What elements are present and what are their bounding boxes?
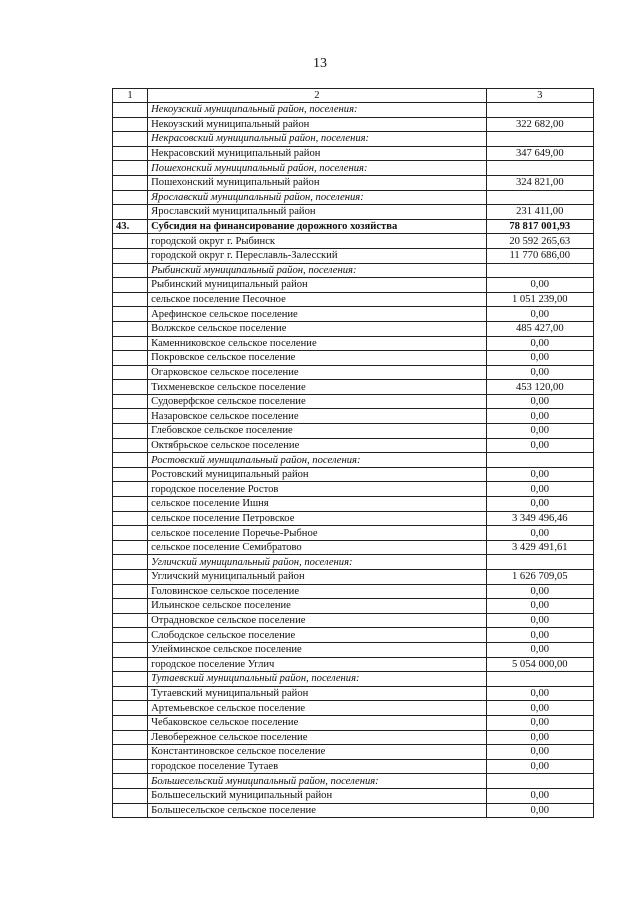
row-number-cell bbox=[113, 278, 148, 293]
row-amount-cell: 0,00 bbox=[486, 599, 593, 614]
row-amount-cell: 0,00 bbox=[486, 803, 593, 818]
table-row bbox=[113, 234, 594, 249]
row-number-cell bbox=[113, 774, 148, 789]
row-name-cell: Арефинское сельское поселение bbox=[148, 307, 486, 322]
row-amount-cell: 20 592 265,63 bbox=[486, 234, 593, 249]
row-number-cell bbox=[113, 307, 148, 322]
row-name-cell: городское поселение Ростов bbox=[148, 482, 486, 497]
table-row bbox=[113, 307, 594, 322]
row-name-cell: сельское поселение Петровское bbox=[148, 511, 486, 526]
row-amount-cell: 0,00 bbox=[486, 351, 593, 366]
row-amount-cell: 0,00 bbox=[486, 438, 593, 453]
row-number-cell bbox=[113, 686, 148, 701]
row-name-cell: Субсидия на финансирование дорожного хозяйства bbox=[148, 219, 486, 234]
row-number-cell bbox=[113, 759, 148, 774]
row-name-cell: Ярославский муниципальный район, поселения: bbox=[148, 190, 486, 205]
section-header-row bbox=[113, 190, 594, 205]
row-name-cell: Большесельский муниципальный район bbox=[148, 788, 486, 803]
row-name-cell: Огарковское сельское поселение bbox=[148, 365, 486, 380]
row-name-cell: Рыбинский муниципальный район, поселения: bbox=[148, 263, 486, 278]
row-name-cell: Головинское сельское поселение bbox=[148, 584, 486, 599]
row-number-cell bbox=[113, 365, 148, 380]
row-number-cell bbox=[113, 175, 148, 190]
table-row bbox=[113, 570, 594, 585]
table-row bbox=[113, 584, 594, 599]
row-name-cell: Некрасовский муниципальный район, поселения: bbox=[148, 132, 486, 147]
row-name-cell: Угличский муниципальный район, поселения: bbox=[148, 555, 486, 570]
section-header-row bbox=[113, 161, 594, 176]
table-row bbox=[113, 394, 594, 409]
row-number-cell bbox=[113, 613, 148, 628]
table-row bbox=[113, 642, 594, 657]
row-number-cell bbox=[113, 292, 148, 307]
row-name-cell: Каменниковское сельское поселение bbox=[148, 336, 486, 351]
row-name-cell: Некоузский муниципальный район, поселения: bbox=[148, 103, 486, 118]
row-amount-cell bbox=[486, 453, 593, 468]
row-amount-cell: 0,00 bbox=[486, 745, 593, 760]
row-amount-cell: 0,00 bbox=[486, 584, 593, 599]
row-amount-cell: 0,00 bbox=[486, 759, 593, 774]
subsidy-total-row bbox=[113, 219, 594, 234]
row-name-cell: Покровское сельское поселение bbox=[148, 351, 486, 366]
row-amount-cell: 0,00 bbox=[486, 394, 593, 409]
row-name-cell: Некоузский муниципальный район bbox=[148, 117, 486, 132]
row-amount-cell: 5 054 000,00 bbox=[486, 657, 593, 672]
row-number-cell bbox=[113, 248, 148, 263]
row-amount-cell: 0,00 bbox=[486, 497, 593, 512]
row-name-cell: городское поселение Тутаев bbox=[148, 759, 486, 774]
row-amount-cell: 322 682,00 bbox=[486, 117, 593, 132]
row-amount-cell: 231 411,00 bbox=[486, 205, 593, 220]
row-number-cell bbox=[113, 511, 148, 526]
row-number-cell bbox=[113, 205, 148, 220]
table-row bbox=[113, 321, 594, 336]
row-number-cell bbox=[113, 132, 148, 147]
row-number-cell bbox=[113, 380, 148, 395]
row-number-cell bbox=[113, 336, 148, 351]
table-row bbox=[113, 292, 594, 307]
row-name-cell: Пошехонский муниципальный район, поселения: bbox=[148, 161, 486, 176]
row-amount-cell bbox=[486, 161, 593, 176]
row-amount-cell: 1 051 239,00 bbox=[486, 292, 593, 307]
row-amount-cell bbox=[486, 774, 593, 789]
table-row bbox=[113, 278, 594, 293]
row-amount-cell: 347 649,00 bbox=[486, 146, 593, 161]
row-number-cell bbox=[113, 570, 148, 585]
row-number-cell bbox=[113, 584, 148, 599]
row-name-cell: Константиновское сельское поселение bbox=[148, 745, 486, 760]
table-body bbox=[113, 89, 594, 818]
table-row bbox=[113, 482, 594, 497]
row-amount-cell: 0,00 bbox=[486, 467, 593, 482]
row-number-cell bbox=[113, 438, 148, 453]
row-number-cell bbox=[113, 234, 148, 249]
table-row bbox=[113, 613, 594, 628]
column-header-2: 2 bbox=[148, 89, 486, 103]
column-header-3: 3 bbox=[486, 89, 593, 103]
table-row bbox=[113, 803, 594, 818]
table-row bbox=[113, 759, 594, 774]
table-row bbox=[113, 380, 594, 395]
row-name-cell: сельское поселение Семибратово bbox=[148, 540, 486, 555]
row-number-cell bbox=[113, 672, 148, 687]
row-number-cell bbox=[113, 190, 148, 205]
row-amount-cell bbox=[486, 103, 593, 118]
row-amount-cell: 0,00 bbox=[486, 642, 593, 657]
row-amount-cell: 485 427,00 bbox=[486, 321, 593, 336]
row-name-cell: Артемьевское сельское поселение bbox=[148, 701, 486, 716]
row-number-cell bbox=[113, 161, 148, 176]
row-number-cell bbox=[113, 555, 148, 570]
row-name-cell: городское поселение Углич bbox=[148, 657, 486, 672]
row-amount-cell: 0,00 bbox=[486, 788, 593, 803]
row-number-cell bbox=[113, 467, 148, 482]
row-number-cell bbox=[113, 453, 148, 468]
row-amount-cell: 0,00 bbox=[486, 307, 593, 322]
row-number-cell bbox=[113, 117, 148, 132]
row-number-cell bbox=[113, 642, 148, 657]
row-number-cell bbox=[113, 701, 148, 716]
section-header-row bbox=[113, 132, 594, 147]
table-row bbox=[113, 701, 594, 716]
row-name-cell: Тихменевское сельское поселение bbox=[148, 380, 486, 395]
row-name-cell: Волжское сельское поселение bbox=[148, 321, 486, 336]
section-header-row bbox=[113, 263, 594, 278]
row-amount-cell: 11 770 686,00 bbox=[486, 248, 593, 263]
row-number-cell bbox=[113, 263, 148, 278]
row-number-cell bbox=[113, 803, 148, 818]
row-number-cell bbox=[113, 321, 148, 336]
table-row bbox=[113, 497, 594, 512]
table-row bbox=[113, 248, 594, 263]
section-header-row bbox=[113, 555, 594, 570]
row-name-cell: Рыбинский муниципальный район bbox=[148, 278, 486, 293]
row-number-cell bbox=[113, 540, 148, 555]
row-number-cell bbox=[113, 788, 148, 803]
row-name-cell: Ростовский муниципальный район, поселения: bbox=[148, 453, 486, 468]
row-amount-cell: 0,00 bbox=[486, 730, 593, 745]
table-row bbox=[113, 628, 594, 643]
row-number-cell bbox=[113, 482, 148, 497]
row-amount-cell: 78 817 001,93 bbox=[486, 219, 593, 234]
table-row bbox=[113, 715, 594, 730]
table-row bbox=[113, 365, 594, 380]
row-number-cell bbox=[113, 599, 148, 614]
row-name-cell: Пошехонский муниципальный район bbox=[148, 175, 486, 190]
table-row bbox=[113, 686, 594, 701]
table-row bbox=[113, 424, 594, 439]
section-header-row bbox=[113, 774, 594, 789]
table-row bbox=[113, 730, 594, 745]
row-amount-cell: 453 120,00 bbox=[486, 380, 593, 395]
row-amount-cell bbox=[486, 132, 593, 147]
row-number-cell bbox=[113, 394, 148, 409]
table-row bbox=[113, 146, 594, 161]
budget-table bbox=[112, 88, 594, 818]
row-amount-cell bbox=[486, 672, 593, 687]
row-number-cell bbox=[113, 526, 148, 541]
row-amount-cell: 0,00 bbox=[486, 686, 593, 701]
row-amount-cell: 0,00 bbox=[486, 613, 593, 628]
row-name-cell: Улейминское сельское поселение bbox=[148, 642, 486, 657]
row-name-cell: сельское поселение Поречье-Рыбное bbox=[148, 526, 486, 541]
row-name-cell: Отрадновское сельское поселение bbox=[148, 613, 486, 628]
table-row bbox=[113, 438, 594, 453]
row-amount-cell: 3 429 491,61 bbox=[486, 540, 593, 555]
row-name-cell: Глебовское сельское поселение bbox=[148, 424, 486, 439]
row-number-cell bbox=[113, 715, 148, 730]
row-amount-cell: 3 349 496,46 bbox=[486, 511, 593, 526]
row-name-cell: Левобережное сельское поселение bbox=[148, 730, 486, 745]
row-number-cell bbox=[113, 657, 148, 672]
row-amount-cell: 324 821,00 bbox=[486, 175, 593, 190]
row-amount-cell: 0,00 bbox=[486, 715, 593, 730]
row-number-cell bbox=[113, 730, 148, 745]
row-name-cell: Ярославский муниципальный район bbox=[148, 205, 486, 220]
row-amount-cell bbox=[486, 190, 593, 205]
page-number: 13 bbox=[313, 56, 327, 71]
row-name-cell: Назаровское сельское поселение bbox=[148, 409, 486, 424]
table-row bbox=[113, 540, 594, 555]
row-number-cell: 43. bbox=[113, 219, 148, 234]
row-name-cell: Тутаевский муниципальный район, поселения: bbox=[148, 672, 486, 687]
row-number-cell bbox=[113, 351, 148, 366]
row-name-cell: Октябрьское сельское поселение bbox=[148, 438, 486, 453]
row-amount-cell: 0,00 bbox=[486, 526, 593, 541]
table-row bbox=[113, 409, 594, 424]
table-row bbox=[113, 336, 594, 351]
table-row bbox=[113, 467, 594, 482]
table-row bbox=[113, 657, 594, 672]
row-name-cell: Некрасовский муниципальный район bbox=[148, 146, 486, 161]
row-number-cell bbox=[113, 424, 148, 439]
row-name-cell: сельское поселение Ишня bbox=[148, 497, 486, 512]
row-number-cell bbox=[113, 497, 148, 512]
row-number-cell bbox=[113, 409, 148, 424]
row-amount-cell: 1 626 709,05 bbox=[486, 570, 593, 585]
row-name-cell: Чебаковское сельское поселение bbox=[148, 715, 486, 730]
table-row bbox=[113, 526, 594, 541]
table-row bbox=[113, 599, 594, 614]
row-name-cell: Тутаевский муниципальный район bbox=[148, 686, 486, 701]
row-amount-cell: 0,00 bbox=[486, 424, 593, 439]
row-name-cell: Большесельский муниципальный район, поселения: bbox=[148, 774, 486, 789]
table-row bbox=[113, 117, 594, 132]
row-amount-cell: 0,00 bbox=[486, 482, 593, 497]
row-name-cell: Угличский муниципальный район bbox=[148, 570, 486, 585]
row-name-cell: Ростовский муниципальный район bbox=[148, 467, 486, 482]
row-amount-cell: 0,00 bbox=[486, 701, 593, 716]
row-amount-cell: 0,00 bbox=[486, 628, 593, 643]
row-amount-cell: 0,00 bbox=[486, 365, 593, 380]
section-header-row bbox=[113, 103, 594, 118]
row-amount-cell: 0,00 bbox=[486, 278, 593, 293]
table-row bbox=[113, 351, 594, 366]
section-header-row bbox=[113, 672, 594, 687]
row-name-cell: Большесельское сельское поселение bbox=[148, 803, 486, 818]
table-row bbox=[113, 745, 594, 760]
row-name-cell: Ильинское сельское поселение bbox=[148, 599, 486, 614]
table-row bbox=[113, 511, 594, 526]
row-amount-cell bbox=[486, 263, 593, 278]
row-name-cell: городской округ г. Переславль-Залесский bbox=[148, 248, 486, 263]
row-amount-cell: 0,00 bbox=[486, 409, 593, 424]
section-header-row bbox=[113, 453, 594, 468]
row-number-cell bbox=[113, 146, 148, 161]
table-row bbox=[113, 175, 594, 190]
table-row bbox=[113, 788, 594, 803]
row-amount-cell: 0,00 bbox=[486, 336, 593, 351]
row-name-cell: городской округ г. Рыбинск bbox=[148, 234, 486, 249]
row-name-cell: сельское поселение Песочное bbox=[148, 292, 486, 307]
row-number-cell bbox=[113, 745, 148, 760]
row-name-cell: Слободское сельское поселение bbox=[148, 628, 486, 643]
row-amount-cell bbox=[486, 555, 593, 570]
table-header-row bbox=[113, 89, 594, 103]
table-row bbox=[113, 205, 594, 220]
row-number-cell bbox=[113, 628, 148, 643]
column-header-1: 1 bbox=[113, 89, 148, 103]
row-number-cell bbox=[113, 103, 148, 118]
row-name-cell: Судоверфское сельское поселение bbox=[148, 394, 486, 409]
